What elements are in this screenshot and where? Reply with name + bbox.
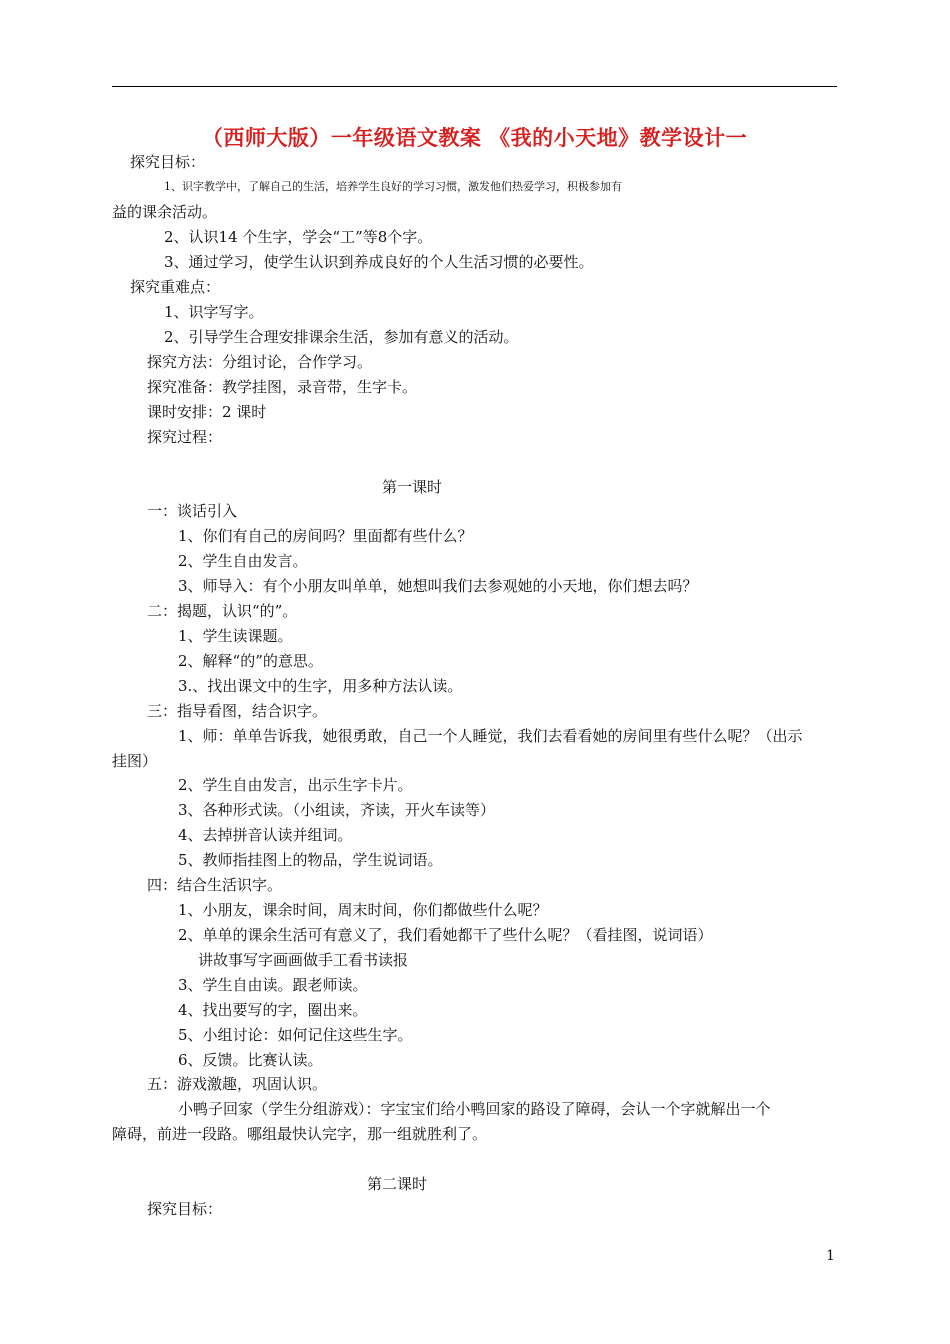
- section-heading: 探究目标：: [147, 1200, 223, 1218]
- page-number: 1: [826, 1248, 835, 1264]
- document-title: （西师大版）一年级语文教案 《我的小天地》教学设计一: [201, 125, 748, 150]
- paragraph-line: 1、学生读课题。: [178, 627, 293, 645]
- step-heading: 二：揭题，认识“的”。: [147, 602, 298, 620]
- paragraph-line: 1、识字教学中，了解自己的生活，培养学生良好的学习习惯，激发他们热爱学习，积极参加有: [164, 180, 622, 193]
- step-heading: 一：谈话引入: [147, 502, 238, 520]
- paragraph-line: 2、学生自由发言，出示生字卡片。: [178, 776, 413, 794]
- paragraph-line: 探究过程：: [147, 428, 223, 446]
- lesson-heading: 第一课时: [381, 478, 442, 496]
- paragraph-line: 3、通过学习，使学生认识到养成良好的个人生活习惯的必要性。: [164, 253, 594, 271]
- paragraph-line: 3、学生自由读。跟老师读。: [178, 976, 368, 994]
- paragraph-line: 4、找出要写的字，圈出来。: [178, 1001, 368, 1019]
- paragraph-line: 讲故事写字画画做手工看书读报: [198, 951, 409, 969]
- paragraph-line: 1、小朋友，课余时间，周末时间，你们都做些什么呢？: [178, 901, 548, 919]
- paragraph-line: 2、认识14 个生字，学会“工”等8个字。: [164, 228, 433, 246]
- paragraph-line: 1、识字写字。: [164, 303, 264, 321]
- section-heading: 探究目标：: [130, 153, 206, 171]
- step-heading: 三：指导看图，结合识字。: [147, 702, 328, 720]
- paragraph-line: 5、教师指挂图上的物品，学生说词语。: [178, 851, 443, 869]
- paragraph-line: 5、小组讨论：如何记住这些生字。: [178, 1026, 413, 1044]
- header-rule: [112, 86, 837, 87]
- lesson-heading: 第二课时: [366, 1175, 427, 1193]
- paragraph-line: 3、各种形式读。（小组读，齐读，开火车读等）: [178, 801, 496, 819]
- step-heading: 五：游戏激趣，巩固认识。: [147, 1075, 328, 1093]
- paragraph-line: 探究方法：分组讨论，合作学习。: [147, 353, 373, 371]
- paragraph-line: 3、师导入：有个小朋友叫单单，她想叫我们去参观她的小天地，你们想去吗？: [178, 577, 698, 595]
- paragraph-line: 小鸭子回家（学生分组游戏）：字宝宝们给小鸭回家的路设了障碍，会认一个字就解出一个: [178, 1100, 771, 1118]
- paragraph-line: 4、去掉拼音认读并组词。: [178, 826, 353, 844]
- paragraph-line: 3.、找出课文中的生字，用多种方法认读。: [178, 677, 463, 695]
- step-heading: 四：结合生活识字。: [147, 876, 283, 894]
- paragraph-line: 障碍，前进一段路。哪组最快认完字，那一组就胜利了。: [112, 1125, 488, 1143]
- paragraph-line: 课时安排：2 课时: [147, 403, 267, 421]
- paragraph-line: 2、解释“的”的意思。: [178, 652, 323, 670]
- paragraph-line: 探究准备：教学挂图，录音带，生字卡。: [147, 378, 418, 396]
- section-heading: 探究重难点：: [130, 278, 221, 296]
- paragraph-line: 2、单单的课余生活可有意义了，我们看她都干了些什么呢？（看挂图，说词语）: [178, 926, 713, 944]
- paragraph-line: 1、你们有自己的房间吗？里面都有些什么？: [178, 527, 473, 545]
- paragraph-line: 1、师：单单告诉我，她很勇敢，自己一个人睡觉，我们去看看她的房间里有些什么呢？（出示: [178, 727, 803, 745]
- paragraph-line: 2、学生自由发言。: [178, 552, 308, 570]
- paragraph-line: 2、引导学生合理安排课余生活，参加有意义的活动。: [164, 328, 519, 346]
- paragraph-line: 益的课余活动。: [112, 203, 218, 221]
- paragraph-line: 挂图）: [112, 752, 158, 770]
- paragraph-line: 6、反馈。比赛认读。: [178, 1051, 323, 1069]
